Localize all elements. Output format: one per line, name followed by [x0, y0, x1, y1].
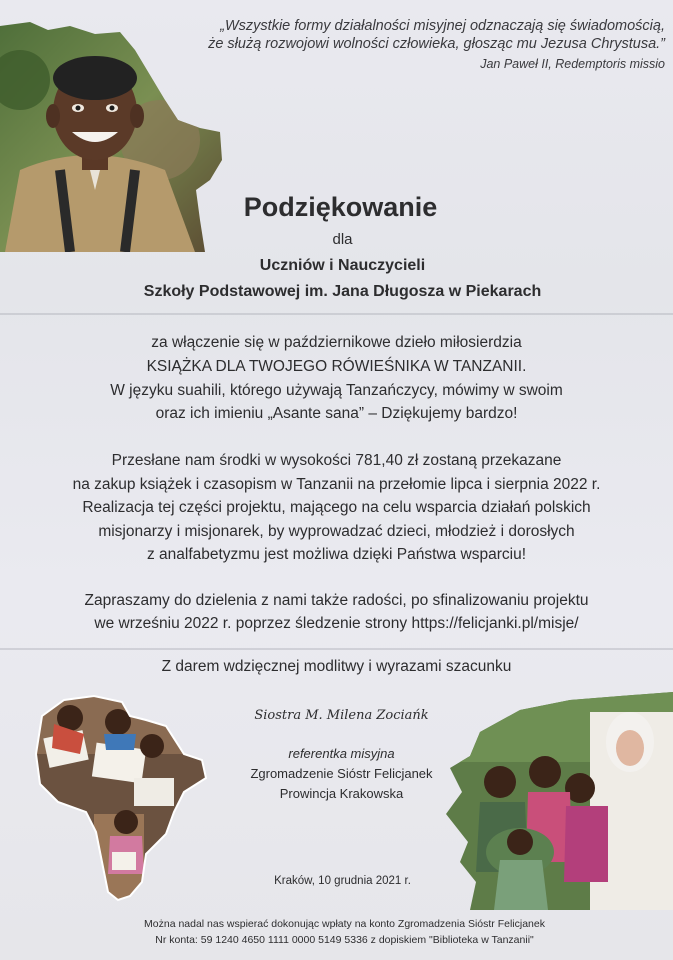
paper-fold-line	[0, 313, 673, 315]
body-line: W języku suahili, którego używają Tanzańczycy, mówimy w swoim	[110, 382, 563, 399]
body-line: Realizacja tej części projektu, mającego na celu wsparcia działań polskich	[82, 499, 591, 516]
body-line: za włączenie się w październikowe dzieło miłosierdzia	[151, 334, 522, 351]
quote-line: że służą rozwojowi wolności człowieka, głosząc mu Jezusa Chrystusa.”	[208, 36, 665, 52]
recipient-line: Szkoły Podstawowej im. Jana Długosza w Piekarach	[143, 283, 542, 300]
recipient-line: Uczniów i Nauczycieli	[259, 257, 426, 274]
signature-role: referentka misyjna	[288, 746, 395, 761]
footer-account: Nr konta: 59 1240 4650 1111 0000 5149 5336 z dopiskiem "Biblioteka w Tanzanii"	[155, 934, 534, 946]
body-line: Zapraszamy do dzielenia z nami także radości, po sfinalizowaniu projektu	[84, 592, 589, 609]
body-line: z analfabetyzmu jest możliwa dzięki Państwa wsparciu!	[146, 546, 527, 563]
signature-province: Prowincja Krakowska	[279, 786, 404, 801]
handwritten-signature: Siostra M. Milena Zociańk	[254, 708, 429, 723]
heading-dla: dla	[332, 231, 353, 248]
page-title: Podziękowanie	[243, 192, 438, 222]
signature-org: Zgromadzenie Sióstr Felicjanek	[250, 766, 433, 781]
body-line: misjonarzy i misjonarek, by wyprowadzać dzieci, młodzież i dorosłych	[98, 523, 575, 540]
body-line: na zakup książek i czasopism w Tanzanii na przełomie lipca i sierpnia 2022 r.	[72, 476, 601, 493]
letter-date: Kraków, 10 grudnia 2021 r.	[274, 875, 411, 887]
quote-line: „Wszystkie formy działalności misyjnej odznaczają się świadomością,	[220, 18, 665, 34]
body-line: we wrześniu 2022 r. poprzez śledzenie strony https://felicjanki.pl/misje/	[94, 615, 579, 632]
closing-line: Z darem wdzięcznej modlitwy i wyrazami szacunku	[161, 658, 512, 675]
body-line: Przesłane nam środki w wysokości 781,40 zł zostaną przekazane	[111, 452, 562, 469]
body-line: oraz ich imieniu „Asante sana” – Dziękujemy bardzo!	[155, 405, 518, 422]
quote-author: Jan Paweł II, Redemptoris missio	[480, 57, 665, 71]
body-line: KSIĄŻKA DLA TWOJEGO RÓWIEŚNIKA W TANZANII.	[146, 358, 527, 375]
paper-fold-line	[0, 648, 673, 650]
footer-line: Można nadal nas wspierać dokonując wpłaty na konto Zgromadzenia Sióstr Felicjanek	[144, 918, 545, 930]
